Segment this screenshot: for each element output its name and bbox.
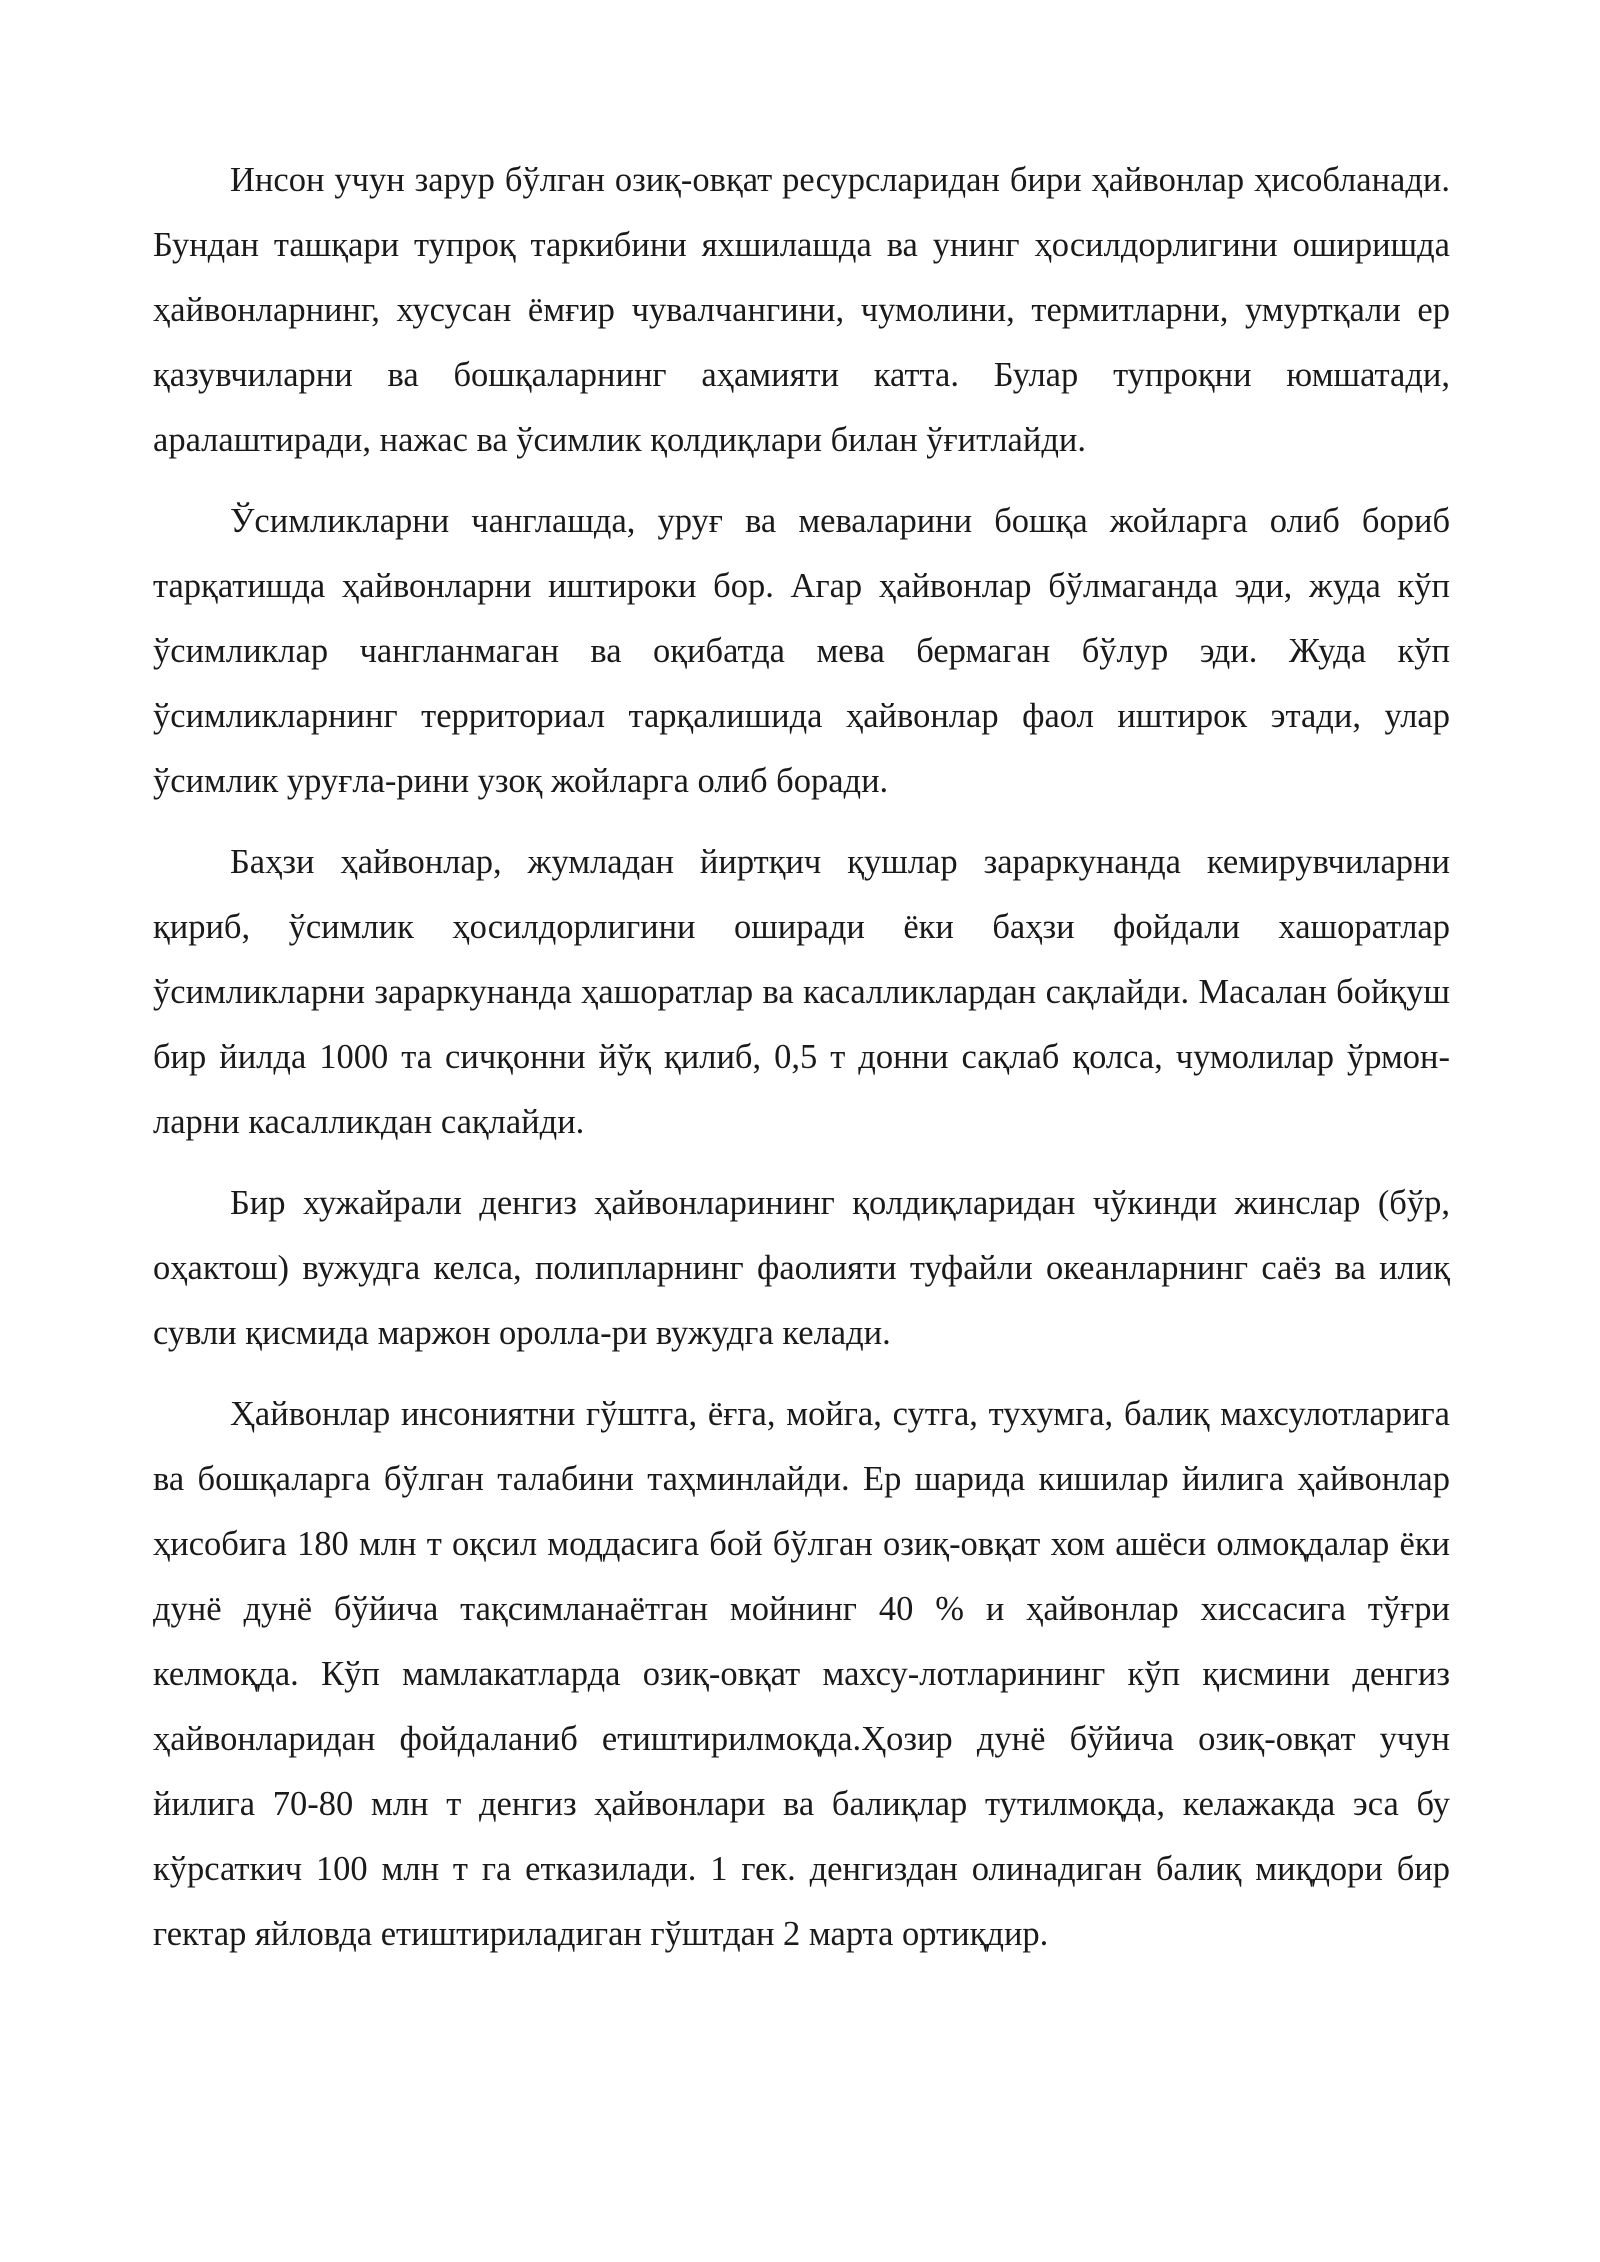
paragraph-2: Ўсимликларни чанглашда, уруғ ва меваларини бошқа жойларга олиб бориб тарқатишда ҳайвонларни иштироки бор. Агар ҳайвонлар бўлмаганда эди, жуда кўп ўсимликлар чангланмаган ва оқибатда мева бермаган бўлур эди. Жуда кўп ўсимликларнинг территориал тарқалишида ҳайвонлар фаол иштирок этади, улар ўсимлик уруғла-рини узоқ жойларга олиб боради.	[153, 502, 1450, 800]
paragraph-1: Инсон учун зарур бўлган озиқ-овқат ресурсларидан бири ҳайвонлар ҳисобланади. Бундан ташқари тупроқ таркибини яхшилашда ва унинг ҳосилдорлигини оширишда ҳайвонларнинг, хусусан ёмғир чувалчангини, чумолини, термитларни, умуртқали ер қазувчиларни ва бошқаларнинг аҳамияти катта. Булар тупроқни юмшатади, аралаштиради, нажас ва ўсимлик қолдиқлари билан ўғитлайди.	[153, 161, 1450, 459]
paragraph-3: Баҳзи ҳайвонлар, жумладан йиртқич қушлар зараркунанда кемирувчиларни қириб, ўсимлик ҳосилдорлигини оширади ёки баҳзи фойдали хашоратлар ўсимликларни зараркунанда ҳашоратлар ва касалликлардан сақлайди. Масалан бойқуш бир йилда 1000 та сичқонни йўқ қилиб, 0,5 т донни сақлаб қолса, чумолилар ўрмон-ларни касалликдан сақлайди.	[153, 843, 1450, 1141]
paragraph-4: Бир хужайрали денгиз ҳайвонларининг қолдиқларидан чўкинди жинслар (бўр, оҳактош) вужудга келса, полипларнинг фаолияти туфайли океанларнинг саёз ва илиқ сувли қисмида маржон оролла-ри вужудга келади.	[153, 1184, 1450, 1352]
document-body	[153, 148, 1450, 1967]
paragraph-5: Ҳайвонлар инсониятни гўштга, ёғга, мойга, сутга, тухумга, балиқ махсулотларига ва бошқаларга бўлган талабини таҳминлайди. Ер шарида кишилар йилига ҳайвонлар ҳисобига 180 млн т оқсил моддасига бой бўлган озиқ-овқат хом ашёси олмоқдалар ёки дунё дунё бўйича тақсимланаётган мойнинг 40 % и ҳайвонлар хиссасига тўғри келмоқда. Кўп мамлакатларда озиқ-овқат махсу-лотларининг кўп қисмини денгиз ҳайвонларидан фойдаланиб етиштирилмоқда.Ҳозир дунё бўйича озиқ-овқат учун йилига 70-80 млн т денгиз ҳайвонлари ва балиқлар тутилмоқда, келажакда эса бу кўрсаткич 100 млн т га етказилади. 1 гек. денгиздан олинадиган балиқ миқдори бир гектар яйловда етиштириладиган гўштдан 2 марта ортиқдир.	[153, 1395, 1450, 1953]
